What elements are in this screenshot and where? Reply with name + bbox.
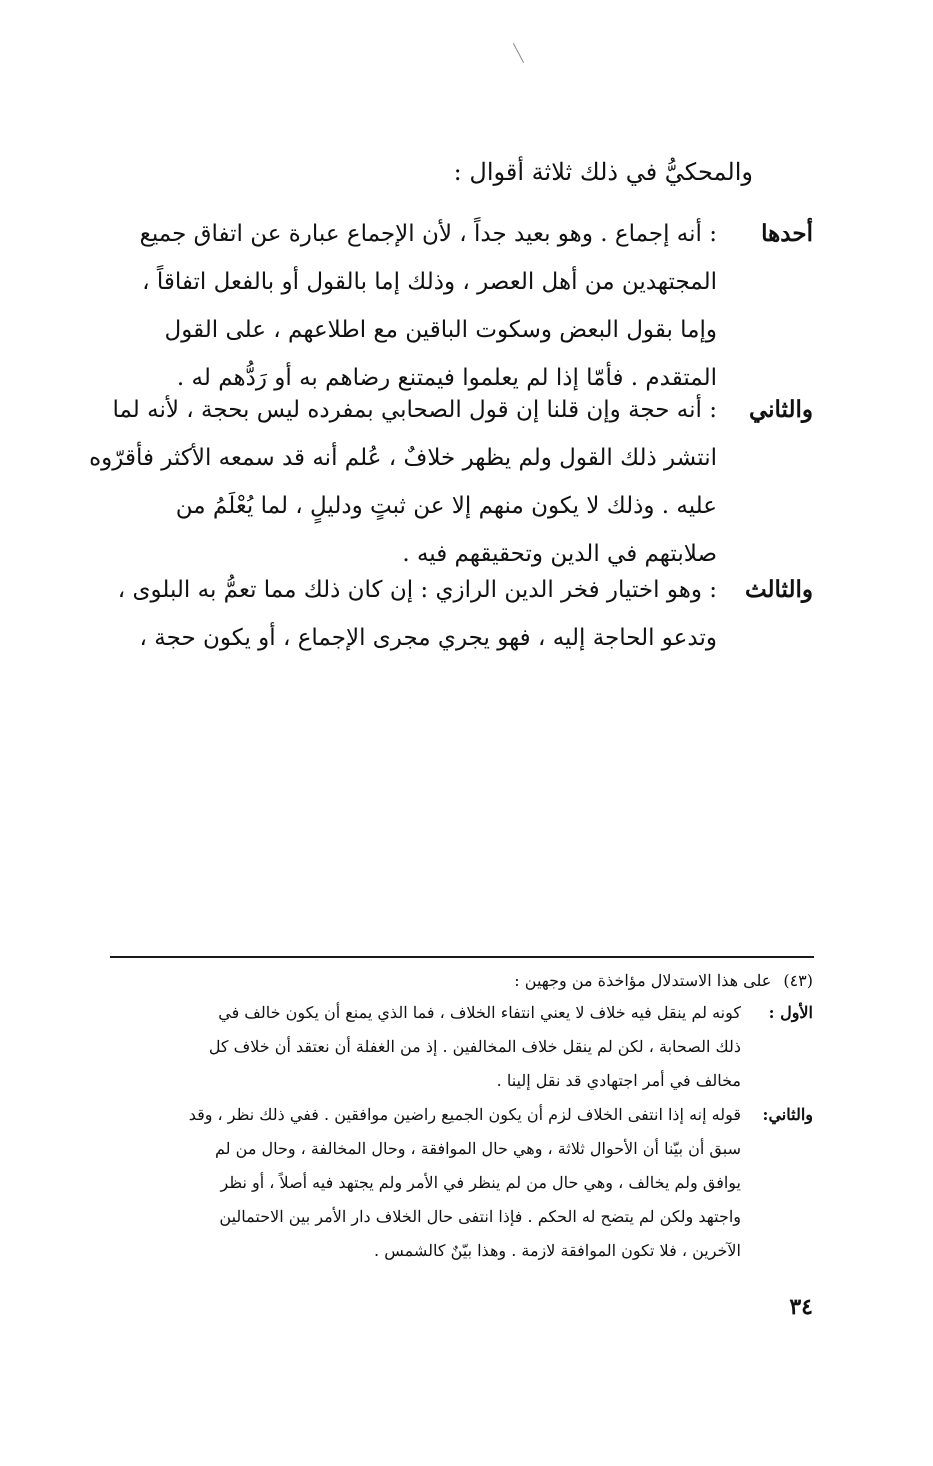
footnote-line: الآخرين ، فلا تكون الموافقة لازمة . وهذا بيّنٌ كالشمس . — [374, 1241, 741, 1260]
footnote-divider — [110, 956, 814, 958]
intro-line: والمحكيُّ في ذلك ثلاثة أقوال : — [453, 158, 753, 186]
footnote-line: كونه لم ينقل فيه خلاف لا يعني انتفاء الخلاف ، فما الذي يمنع أن يكون خالف في — [218, 1003, 741, 1022]
footnote-item-body — [109, 1098, 741, 1268]
opinion-line: : وهو اختيار فخر الدين الرازي : إن كان ذلك مما تعمُّ به البلوى ، — [117, 577, 717, 603]
opinion-line: : أنه حجة وإن قلنا إن قول الصحابي بمفرده ليس بحجة ، لأنه لما — [112, 397, 717, 423]
footnote-line: يوافق ولم يخالف ، وهي حال من لم ينظر في الأمر ولم يجتهد فيه أصلاً ، أو نظر — [220, 1173, 741, 1192]
footnote-item — [109, 996, 813, 1098]
opinion-line: صلابتهم في الدين وتحقيقهم فيه . — [402, 541, 717, 567]
opinion-line: وإما بقول البعض وسكوت الباقين مع اطلاعهم ، على القول — [164, 317, 717, 343]
footnote-item-label: والثاني: — [762, 1105, 813, 1124]
opinion-line: المجتهدين من أهل العصر ، وذلك إما بالقول أو بالفعل اتفاقاً ، — [142, 269, 717, 295]
opinion-line: وتدعو الحاجة إليه ، فهو يجري مجرى الإجماع ، أو يكون حجة ، — [139, 625, 717, 651]
footnote-item-body — [109, 996, 741, 1098]
opinion-label: أحدها — [761, 220, 813, 247]
footnote-item-label: الأول : — [768, 1003, 813, 1022]
footnote-heading — [514, 966, 813, 996]
footnote-heading-text: على هذا الاستدلال مؤاخذة من وجهين : — [514, 971, 772, 990]
opinion-line: عليه . وذلك لا يكون منهم إلا عن ثبتٍ ودليلٍ ، لما يُعْلَمُ من — [175, 493, 717, 519]
opinion-entry — [107, 566, 813, 662]
opinion-line: المتقدم . فأمّا إذا لم يعلموا فيمتنع رضاهم به أو رَدُّهم له . — [176, 365, 717, 391]
opinion-line: : أنه إجماع . وهو بعيد جداً ، لأن الإجماع عبارة عن اتفاق جميع — [139, 221, 717, 247]
footnote-line: مخالف في أمر اجتهادي قد نقل إلينا . — [496, 1071, 741, 1090]
opinion-label: والثاني — [748, 396, 813, 423]
footnote-item — [109, 1098, 813, 1268]
footnote-line: سبق أن بيّنا أن الأحوال ثلاثة ، وهي حال الموافقة ، وحال المخالفة ، وحال من لم — [215, 1139, 741, 1158]
opinion-label: والثالث — [744, 576, 813, 603]
scan-mark — [513, 43, 524, 63]
footnote-line: واجتهد ولكن لم يتضح له الحكم . فإذا انتفى حال الخلاف دار الأمر بين الاحتمالين — [219, 1207, 741, 1226]
footnote-line: ذلك الصحابة ، لكن لم ينقل خلاف المخالفين . إذ من الغفلة أن نعتقد أن خلاف كل — [208, 1037, 741, 1056]
opinion-entry — [107, 210, 813, 402]
page-number: ٣٤ — [789, 1294, 813, 1320]
opinion-body — [89, 386, 717, 578]
opinion-line: انتشر ذلك القول ولم يظهر خلافٌ ، عُلم أنه قد سمعه الأكثر فأقرّوه — [89, 445, 717, 471]
opinion-body — [107, 566, 717, 662]
opinion-entry — [89, 386, 813, 578]
footnote-line: قوله إنه إذا انتفى الخلاف لزم أن يكون الجميع راضين موافقين . ففي ذلك نظر ، وقد — [188, 1105, 741, 1124]
opinion-body — [107, 210, 717, 402]
footnote-number: (٤٣) — [783, 971, 813, 990]
